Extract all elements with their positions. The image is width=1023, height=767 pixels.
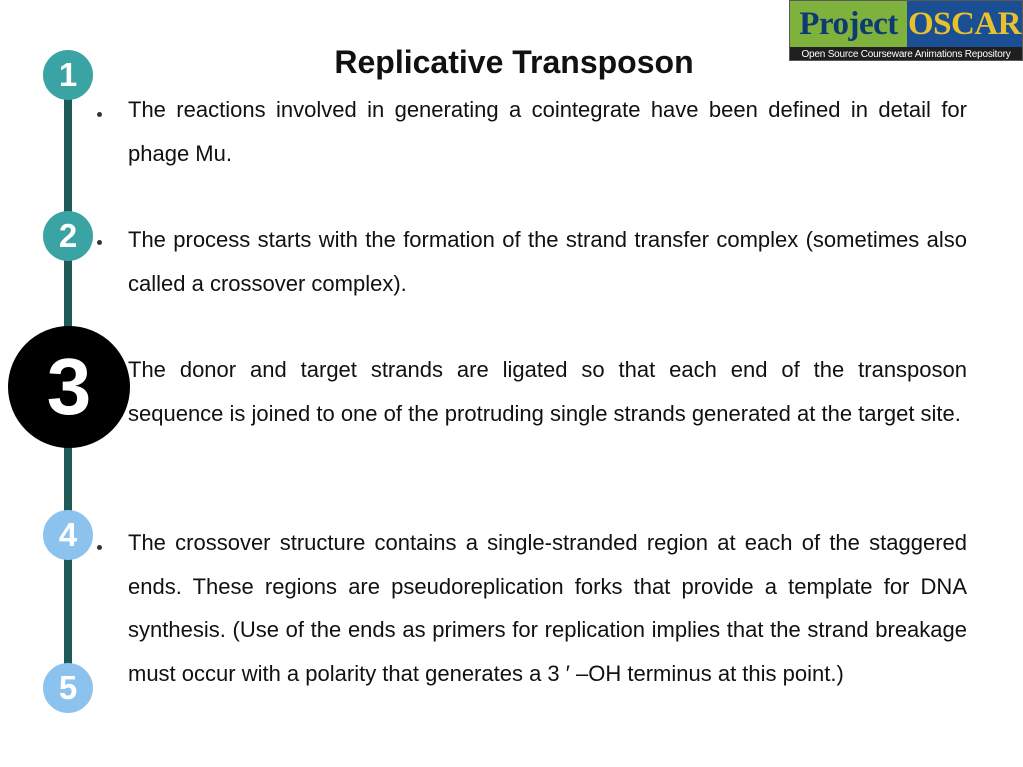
step-5-marker[interactable]: 5 (43, 663, 93, 713)
logo-tagline: Open Source Courseware Animations Repository (790, 47, 1022, 61)
bullet-text-2: The process starts with the formation of the strand transfer complex (sometimes also called a crossover complex). (128, 227, 967, 296)
logo-word-oscar: OSCAR (907, 1, 1022, 47)
step-3-marker-active[interactable]: 3 (8, 326, 130, 448)
step-2-marker[interactable]: 2 (43, 211, 93, 261)
bullet-text-4: The crossover structure contains a single-stranded region at each of the staggered ends. These regions are pseudoreplication forks that provide a template for DNA synthesis. (Use of the ends as primers for replication implies that the strand breakage must occur with a polarity that generates a 3 ′ –OH terminus at this point.) (128, 530, 967, 686)
bullet-dot (97, 240, 102, 245)
step-1-marker[interactable]: 1 (43, 50, 93, 100)
logo-banner (790, 1, 1022, 47)
project-oscar-logo (789, 0, 1023, 61)
bullet-dot (97, 112, 102, 117)
bullet-text-3: The donor and target strands are ligated so that each end of the transposon sequence is joined to one of the protruding single strands generated at the target site. (128, 357, 967, 426)
slide-title: Replicative Transposon (334, 44, 694, 80)
bullet-text-1: The reactions involved in generating a cointegrate have been defined in detail for phage Mu. (128, 97, 967, 166)
bullet-dot (97, 545, 102, 550)
logo-word-project: Project (790, 1, 907, 47)
step-4-marker[interactable]: 4 (43, 510, 93, 560)
